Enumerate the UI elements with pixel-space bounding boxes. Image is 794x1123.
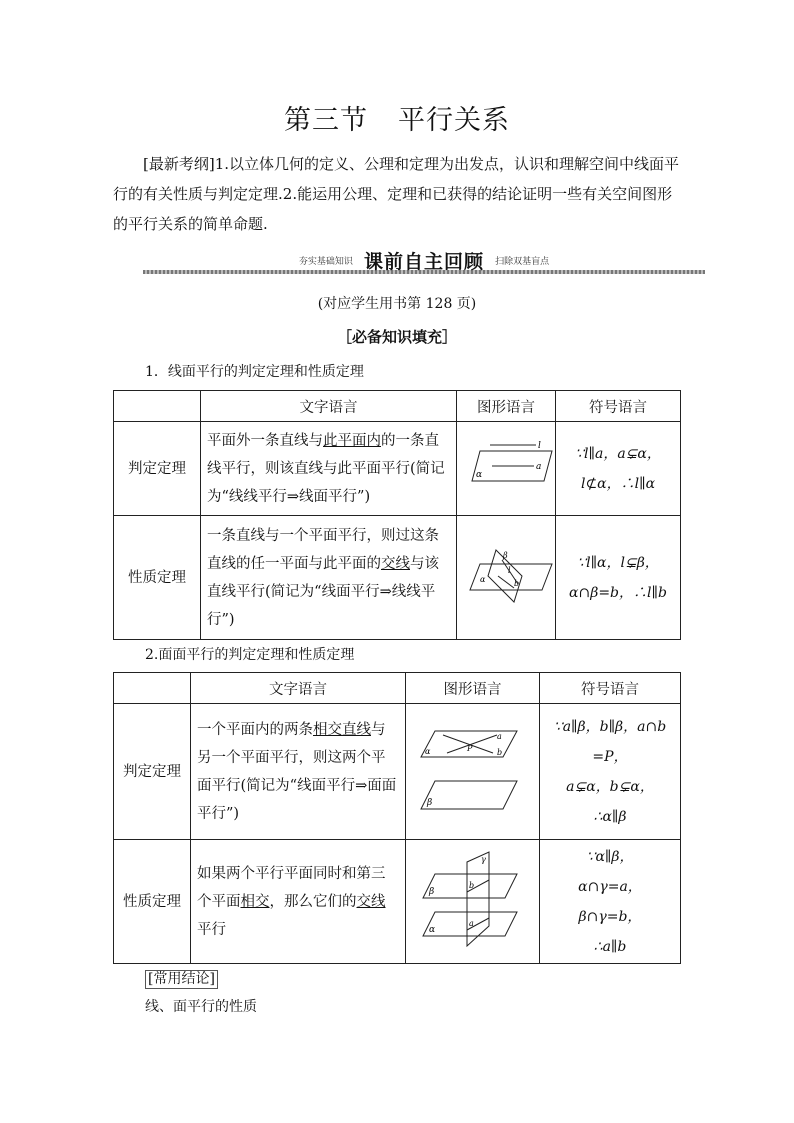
figure-cell xyxy=(406,704,540,840)
svg-text:α: α xyxy=(424,746,430,756)
svg-text:a: a xyxy=(536,461,542,472)
row-text: 一条直线与一个平面平行，则过这条直线的任一平面与此平面的交线与该直线平行(简记为“线面平行⇒线线平行”) xyxy=(201,516,457,640)
svg-text:b: b xyxy=(468,880,474,890)
svg-text:l: l xyxy=(508,565,511,575)
header-symbol: 符号语言 xyxy=(556,391,681,422)
row-name: 性质定理 xyxy=(114,840,191,964)
row-text: 平面外一条直线与此平面内的一条直线平行，则该直线与此平面平行(简记为“线线平行⇒线面平行”) xyxy=(201,422,457,516)
header-figure: 图形语言 xyxy=(457,391,556,422)
svg-text:β: β xyxy=(426,797,432,808)
figure-cell xyxy=(457,516,556,640)
svg-text:α: α xyxy=(476,469,483,480)
section-title: ［必备知识填充］ xyxy=(336,328,457,346)
svg-text:β: β xyxy=(428,886,434,897)
row-name: 性质定理 xyxy=(114,516,201,640)
line-plane-property-figure xyxy=(458,546,554,606)
svg-text:α: α xyxy=(480,574,486,584)
svg-text:α: α xyxy=(428,924,435,935)
row-text: 如果两个平行平面同时和第三个平面相交，那么它们的交线平行 xyxy=(191,840,406,964)
syllabus-tag: [最新考纲] xyxy=(143,155,215,173)
conclusion-text: 线、面平行的性质 xyxy=(145,999,257,1015)
plane-intersection-figure xyxy=(413,850,533,950)
figure-cell xyxy=(406,840,540,964)
page-title: 第三节 平行关系 xyxy=(284,105,510,136)
header-symbol: 符号语言 xyxy=(540,673,681,704)
table-line-plane xyxy=(113,390,681,640)
banner-main: 课前自主回顾 xyxy=(363,251,484,273)
svg-text:b: b xyxy=(496,747,502,757)
symbol-cell: ∵l∥a，a⊊α， l⊄α，∴l∥α xyxy=(556,422,681,516)
header-text: 文字语言 xyxy=(191,673,406,704)
syllabus-paragraph xyxy=(113,149,683,239)
syllabus-text: 1.以立体几何的定义、公理和定理为出发点，认识和理解空间中线面平行的有关性质与判定定理.2.能运用公理、定理和已获得的结论证明一些有关空间图形的平行关系的简单命题. xyxy=(113,155,680,233)
banner-right: 扫除双基盲点 xyxy=(495,257,550,267)
svg-text:γ: γ xyxy=(480,854,486,864)
symbol-cell: ∵a∥β，b∥β，a∩b =P， a⊊α，b⊊α， ∴α∥β xyxy=(540,704,681,840)
page-reference: (对应学生用书第 128 页) xyxy=(317,296,477,312)
plane-plane-figure xyxy=(413,725,533,815)
figure-cell xyxy=(457,422,556,516)
svg-text:P: P xyxy=(466,743,472,753)
section-banner xyxy=(143,247,705,277)
heading-2: 2.面面平行的判定定理和性质定理 xyxy=(145,647,355,663)
header-figure: 图形语言 xyxy=(406,673,540,704)
banner-left: 夯实基础知识 xyxy=(298,257,353,267)
conclusion-tag: [常用结论] xyxy=(145,970,218,989)
svg-text:a: a xyxy=(496,731,502,741)
heading-1: 1．线面平行的判定定理和性质定理 xyxy=(145,364,364,380)
svg-text:b: b xyxy=(514,578,520,588)
row-name: 判定定理 xyxy=(114,704,191,840)
symbol-cell: ∵α∥β， α∩γ=a， β∩γ=b， ∴a∥b xyxy=(540,840,681,964)
row-text: 一个平面内的两条相交直线与另一个平面平行，则这两个平面平行(简记为“线面平行⇒面面平行”) xyxy=(191,704,406,840)
svg-text:l: l xyxy=(538,440,541,451)
svg-text:β: β xyxy=(503,550,508,560)
symbol-cell: ∵l∥α，l⊊β， α∩β=b，∴l∥b xyxy=(556,516,681,640)
table-plane-plane xyxy=(113,672,681,964)
svg-text:a: a xyxy=(468,918,474,928)
row-name: 判定定理 xyxy=(114,422,201,516)
line-plane-figure xyxy=(458,437,554,497)
header-text: 文字语言 xyxy=(201,391,457,422)
